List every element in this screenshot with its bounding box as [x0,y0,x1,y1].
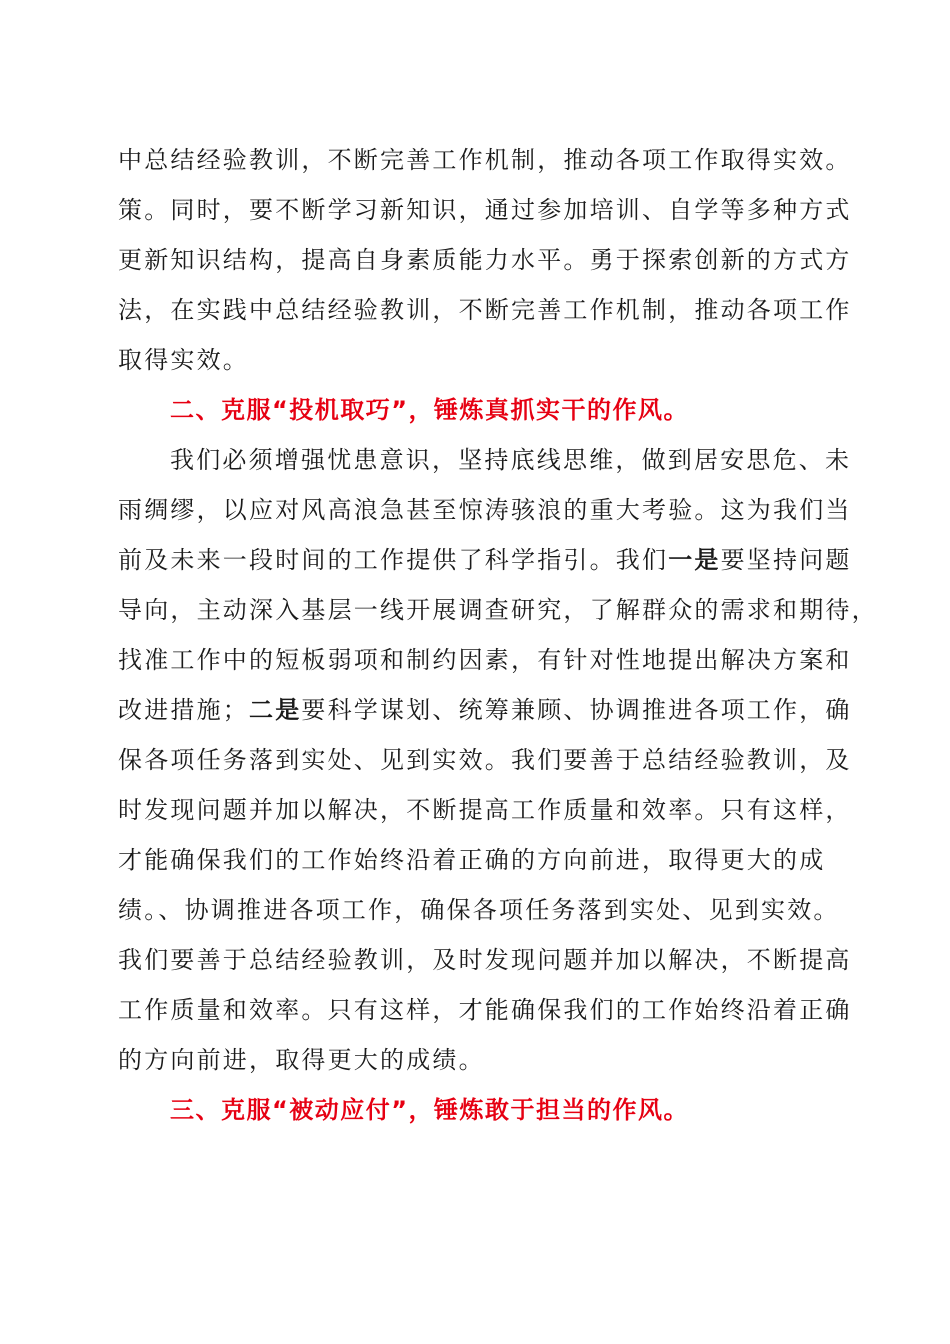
text-segment: 前及未来一段时间的工作提供了科学指引。我们 [118,546,669,574]
bold-marker-two: 二是 [249,695,302,724]
text-line: 绩。、协调推进各项工作，确保各项任务落到实处、见到实效。 [118,896,840,924]
section-heading-2: 二、克服“投机取巧”，锤炼真抓实干的作风。 [170,396,690,424]
document-page [118,135,878,1135]
text-line: 中总结经验教训，不断完善工作机制，推动各项工作取得实效。 [118,146,852,174]
text-line: 的方向前进，取得更大的成绩。 [118,1046,485,1074]
text-line: 工作质量和效率。只有这样，才能确保我们的工作始终沿着正确 [118,996,852,1024]
text-line: 保各项任务落到实处、见到实效。我们要善于总结经验教训，及 [118,746,852,774]
text-segment: 要科学谋划、统筹兼顾、协调推进各项工作，确 [301,696,852,724]
text-line: 时发现问题并加以解决，不断提高工作质量和效率。只有这样， [118,796,852,824]
text-line: 我们要善于总结经验教训，及时发现问题并加以解决，不断提高 [118,946,852,974]
text-segment: 改进措施； [118,696,249,724]
section-heading-3: 三、克服“被动应付”，锤炼敢于担当的作风。 [170,1096,690,1124]
text-line: 法，在实践中总结经验教训，不断完善工作机制，推动各项工作 [118,296,852,324]
text-line: 导向，主动深入基层一线开展调查研究，了解群众的需求和期待， [118,596,878,624]
text-segment: 要坚持问题 [720,546,852,574]
text-line: 雨绸缪，以应对风高浪急甚至惊涛骇浪的重大考验。这为我们当 [118,496,852,524]
text-line [118,685,852,735]
text-line: 找准工作中的短板弱项和制约因素，有针对性地提出解决方案和 [118,646,852,674]
text-line: 我们必须增强忧患意识，坚持底线思维，做到居安思危、未 [170,446,852,474]
text-line: 策。同时，要不断学习新知识，通过参加培训、自学等多种方式 [118,196,852,224]
bold-marker-one: 一是 [668,545,721,574]
text-line: 取得实效。 [118,346,249,374]
text-line: 更新知识结构，提高自身素质能力水平。勇于探索创新的方式方 [118,246,852,274]
text-line: 才能确保我们的工作始终沿着正确的方向前进，取得更大的成 [118,846,826,874]
text-line [118,535,852,585]
